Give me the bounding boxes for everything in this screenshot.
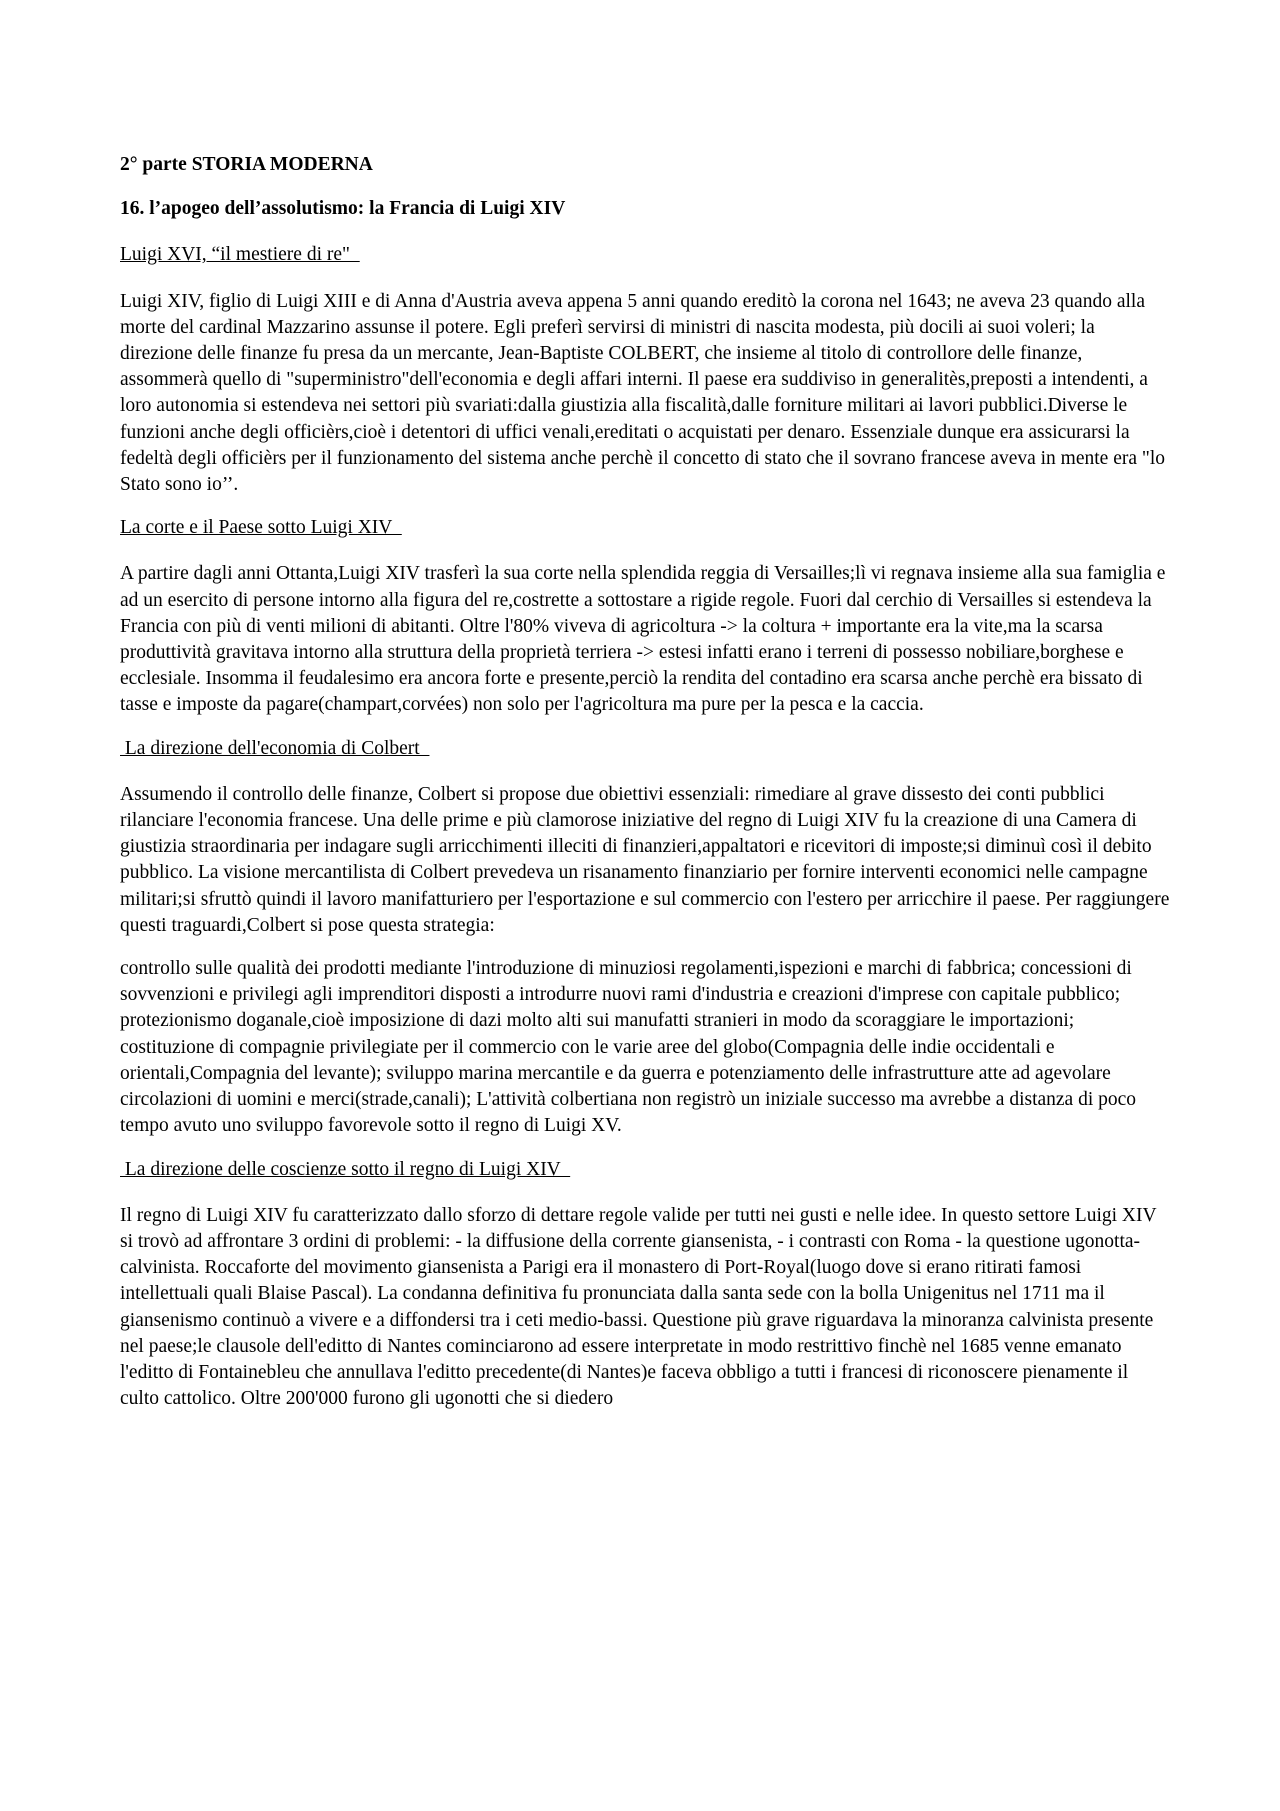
section-direzione-coscienze — [120, 1157, 1170, 1413]
paragraph: Il regno di Luigi XIV fu caratterizzato dallo sforzo di dettare regole valide per tutti nei gusti e nelle idee. In questo settore Luigi XIV si trovò ad affrontare 3 ordini di problemi: - la diffusione della corrente giansenista, - i contrasti con Roma - la questione ugonotta-calvinista. Roccaforte del movimento giansenista a Parigi era il monastero di Port-Royal(luogo dove si erano ritirati famosi intellettuali quali Blaise Pascal). La condanna definitiva fu pronunciata dalla santa sede con la bolla Unigenitus nel 1711 ma il giansenismo continuò a vivere e a diffondersi tra i ceti medio-bassi. Questione più grave riguardava la minoranza calvinista presente nel paese;le clausole dell'editto di Nantes cominciarono ad essere interpretate in modo restrittivo finchè nel 1685 venne emanato l'editto di Fontainebleu che annullava l'editto precedente(di Nantes)e faceva obbligo a tutti i francesi di riconoscere pienamente il culto cattolico. Oltre 200'000 furono gli ugonotti che si diedero — [120, 1204, 1157, 1410]
section-corte-e-paese — [120, 515, 1170, 718]
section-heading: La direzione delle coscienze sotto il regno di Luigi XIV — [120, 1158, 571, 1180]
section-economia-colbert — [120, 736, 1170, 1140]
paragraph: A partire dagli anni Ottanta,Luigi XIV trasferì la sua corte nella splendida reggia di Versailles;lì vi regnava insieme alla sua famiglia e ad un esercito di persone intorno alla figura del re,costrette a sottostare a rigide regole. Fuori dal cerchio di Versailles si estendeva la Francia con più di venti milioni di abitanti. Oltre l'80% viveva di agricoltura -> la coltura + importante era la vite,ma la scarsa produttività gravitava intorno alla struttura della proprietà terriera -> estesi infatti erano i terreni di possesso nobiliare,borghese e ecclesiale. Insomma il feudalesimo era ancora forte e presente,perciò la rendita del contadino era scarsa anche perchè era bissato di tasse e imposte da pagare(champart,corvées) non solo per l'agricoltura ma pure per la pesca e la caccia. — [120, 563, 1166, 716]
section-heading: Luigi XVI, “il mestiere di re" — [120, 244, 360, 266]
section-heading: La corte e il Paese sotto Luigi XIV — [120, 517, 402, 539]
paragraph: Luigi XIV, figlio di Luigi XIII e di Anna d'Austria aveva appena 5 anni quando ereditò la corona nel 1643; ne aveva 23 quando alla morte del cardinal Mazzarino assunse il potere. Egli preferì servirsi di ministri di nascita modesta, più docili ai suoi voleri; la direzione delle finanze fu presa da un mercante, Jean-Baptiste COLBERT, che insieme al titolo di controllore delle finanze, assommerà quello di "superministro"dell'economia e degli affari interni. Il paese era suddiviso in generalitès,preposti a intendenti, a loro autonomia si estendeva nei settori più svariati:dalla giustizia alla fiscalità,dalle forniture militari ai lavori pubblici.Diverse le funzioni anche degli officièrs,cioè i detentori di uffici venali,ereditati o acquistati per denaro. Essenziale dunque era assicurarsi la fedeltà degli officièrs per il funzionamento del sistema anche perchè il concetto di stato che il sovrano francese aveva in mente era "lo Stato sono io’’. — [120, 290, 1166, 496]
paragraph: Assumendo il controllo delle finanze, Colbert si propose due obiettivi essenziali: rimediare al grave dissesto dei conti pubblici rilanciare l'economia francese. Una delle prime e più clamorose iniziative del regno di Luigi XIV fu la creazione di una Camera di giustizia straordinaria per indagare sugli arricchimenti illeciti di finanzieri,appaltatori e ricevitori di imposte;si diminuì così il debito pubblico. La visione mercantilista di Colbert prevedeva un risanamento finanziario per fornire interventi economici nelle campagne militari;si sfruttò quindi il lavoro manifatturiero per l'esportazione e sul commercio con l'estero per arricchire il paese. Per raggiungere questi traguardi,Colbert si pose questa strategia: — [120, 783, 1170, 936]
paragraph: controllo sulle qualità dei prodotti mediante l'introduzione di minuziosi regolamenti,ispezioni e marchi di fabbrica; concessioni di sovvenzioni e privilegi agli imprenditori disposti a introdurre nuovi rami d'industria e creazioni d'imprese con capitale pubblico; protezionismo doganale,cioè imposizione di dazi molto alti sui manufatti stranieri in modo da scoraggiare le importazioni; costituzione di compagnie privilegiate per il commercio con le varie aree del globo(Compagnia delle indie occidentali e orientali,Compagnia del levante); sviluppo marina mercantile e da guerra e potenziamento delle infrastrutture atte ad agevolare circolazioni di uomini e merci(strade,canali); L'attività colbertiana non registrò un iniziale successo ma avrebbe a distanza di poco tempo avuto uno sviluppo favorevole sotto il regno di Luigi XV. — [120, 958, 1137, 1137]
section-heading: La direzione dell'economia di Colbert — [120, 737, 430, 759]
chapter-title: 16. l’apogeo dell’assolutismo: la Francia di Luigi XIV — [120, 198, 566, 220]
document-header: 2° parte STORIA MODERNA — [120, 154, 373, 175]
document-page — [120, 152, 1170, 1429]
section-mestiere-di-re — [120, 242, 1170, 498]
